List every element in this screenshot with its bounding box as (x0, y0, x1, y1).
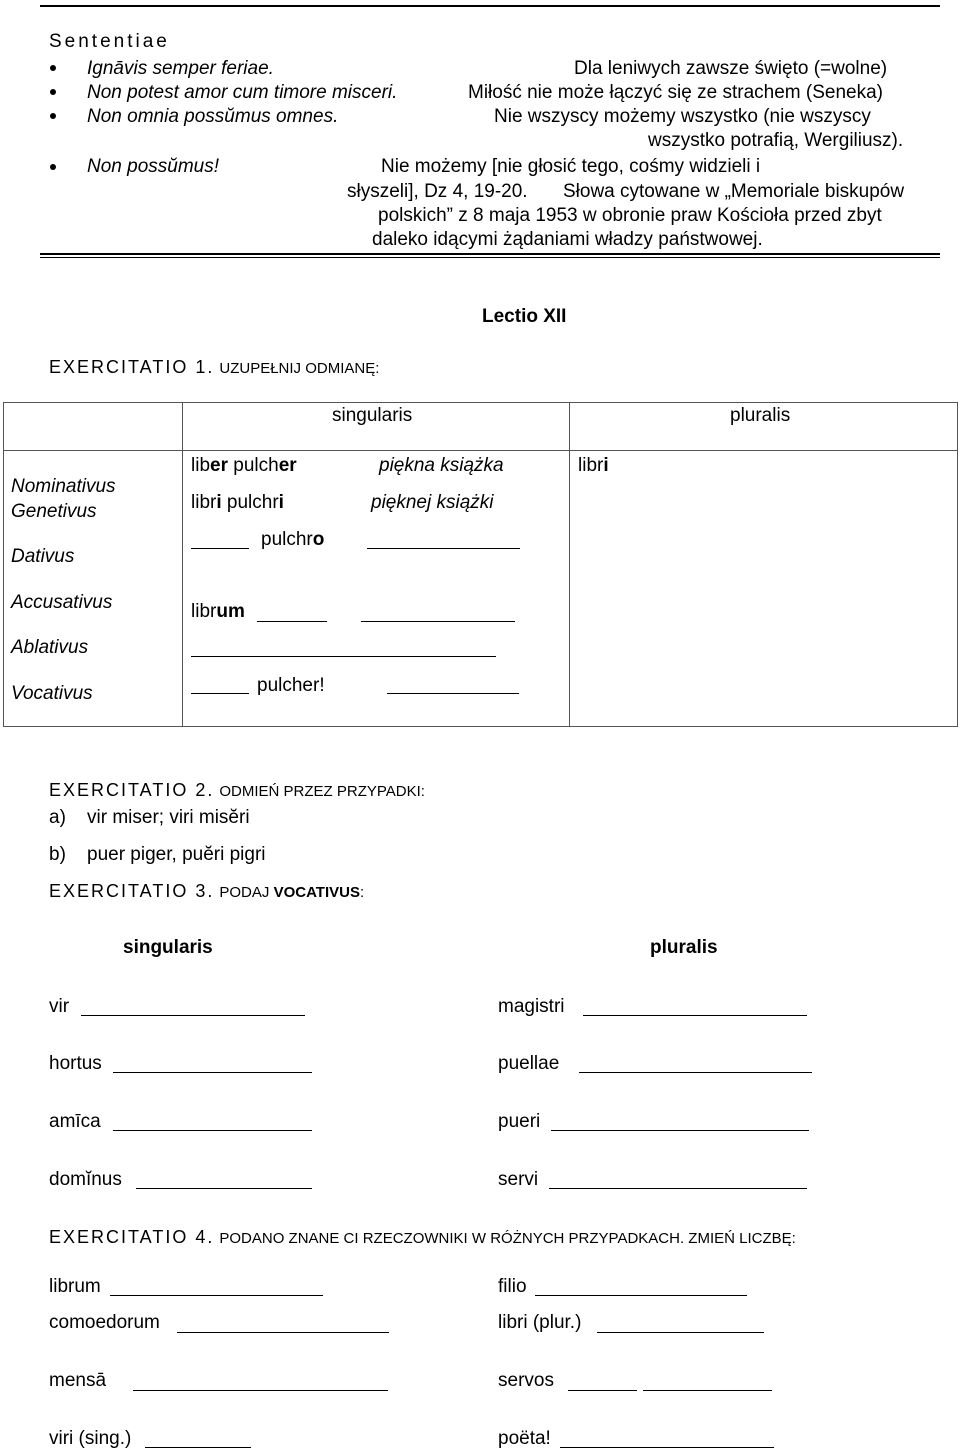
case-label: Vocativus (11, 683, 93, 704)
sententia-latin: Non omnia possŭmus omnes. (87, 106, 339, 127)
sententia-polish: Miłość nie może łączyć się ze strachem (Seneka) (468, 82, 883, 103)
sententia-polish-cont: wszystko potrafią, Wergiliusz). (648, 130, 904, 151)
table-border (3, 726, 957, 727)
exercise-3-heading (49, 882, 364, 900)
answer-blank[interactable] (597, 1332, 764, 1333)
sententia-polish: Dla leniwych zawsze święto (=wolne) (574, 58, 888, 79)
exercise-3-label: EXERCITATIO 3. (49, 881, 215, 901)
exercise-4-instruction: PODANO ZNANE CI RZECZOWNIKI W RÓŻNYCH PRZYPADKACH. ZMIEŃ LICZBĘ: (219, 1230, 796, 1247)
column-header-singularis: singularis (123, 937, 213, 958)
answer-blank[interactable] (136, 1188, 312, 1189)
noun-prompt: libri (plur.) (498, 1312, 582, 1333)
nominative-plural: libri (578, 455, 609, 476)
answer-blank[interactable] (361, 621, 515, 622)
vocative-prompt: hortus (49, 1053, 102, 1074)
vocative-prompt: vir (49, 996, 70, 1017)
vocative-prompt: amīca (49, 1111, 101, 1132)
case-label: Accusativus (11, 592, 113, 613)
case-label: Nominativus (11, 476, 116, 497)
sententia-polish-cont: polskich” z 8 maja 1953 w obronie praw Kościoła przed zbyt (378, 205, 882, 226)
exercise-4-label: EXERCITATIO 4. (49, 1227, 215, 1247)
noun-prompt: poëta! (498, 1428, 551, 1449)
top-rule (40, 5, 940, 7)
bullet (50, 89, 56, 95)
vocative-prompt: puellae (498, 1053, 560, 1074)
bullet (50, 164, 56, 170)
list-item: puer piger, puĕri pigri (87, 844, 266, 865)
table-border (569, 402, 570, 727)
nominative-singular-polish: piękna książka (379, 455, 504, 476)
noun-prompt: filio (498, 1276, 527, 1297)
accusative-singular-latin: librum (191, 601, 245, 622)
noun-prompt: viri (sing.) (49, 1428, 132, 1449)
nominative-singular-latin: liber pulcher (191, 455, 297, 476)
table-border (3, 402, 957, 403)
noun-prompt: comoedorum (49, 1312, 160, 1333)
sententia-polish-cont: Słowa cytowane w „Memoriale biskupów (563, 181, 905, 202)
list-item-letter: a) (49, 807, 66, 828)
exercise-2-label: EXERCITATIO 2. (49, 780, 215, 800)
exercise-2-instruction: ODMIEŃ PRZEZ PRZYPADKI: (219, 783, 425, 800)
vocative-prompt: domĭnus (49, 1169, 122, 1190)
bullet (50, 65, 56, 71)
answer-blank[interactable] (367, 548, 520, 549)
noun-prompt: mensā (49, 1370, 107, 1391)
vocative-singular-latin: pulcher! (257, 675, 325, 696)
exercise-1-heading (49, 358, 379, 376)
answer-blank[interactable] (551, 1130, 809, 1131)
answer-blank[interactable] (387, 693, 519, 694)
case-label: Genetivus (11, 501, 97, 522)
table-border (957, 402, 958, 727)
column-header-pluralis: pluralis (730, 405, 791, 426)
answer-blank[interactable] (110, 1295, 323, 1296)
case-label: Ablativus (11, 637, 89, 658)
answer-blank[interactable] (191, 656, 496, 657)
list-item-letter: b) (49, 844, 66, 865)
sententiae-bottom-rule (40, 253, 940, 255)
answer-blank[interactable] (191, 693, 249, 694)
answer-blank[interactable] (191, 548, 249, 549)
sententiae-heading: Sententiae (49, 31, 170, 52)
sententia-polish-cont: daleko idącymi żądaniami władzy państwowej. (372, 229, 763, 250)
sententiae-bottom-rule (40, 257, 940, 258)
list-item: vir miser; viri misĕri (87, 807, 250, 828)
answer-blank[interactable] (560, 1447, 774, 1448)
sententia-latin: Non potest amor cum timore misceri. (87, 82, 398, 103)
vocative-prompt: servi (498, 1169, 539, 1190)
table-border (3, 402, 4, 727)
sententia-polish: Nie możemy [nie głosić tego, cośmy widzieli i (381, 156, 761, 177)
exercise-1-instruction: UZUPEŁNIJ ODMIANĘ: (219, 360, 380, 377)
sententia-latin: Non possŭmus! (87, 156, 220, 177)
sententia-polish-cont: słyszeli], Dz 4, 19-20. (347, 181, 528, 202)
genitive-singular-latin: libri pulchri (191, 492, 284, 513)
answer-blank[interactable] (133, 1390, 388, 1391)
table-border (3, 450, 957, 451)
answer-blank[interactable] (113, 1130, 312, 1131)
exercise-3-instruction: PODAJ VOCATIVUS: (219, 884, 365, 901)
exercise-1-label: EXERCITATIO 1. (49, 357, 215, 377)
answer-blank[interactable] (81, 1015, 305, 1016)
answer-blank[interactable] (549, 1188, 807, 1189)
answer-blank[interactable] (257, 621, 327, 622)
answer-blank[interactable] (583, 1015, 807, 1016)
lesson-title: Lectio XII (482, 306, 567, 327)
noun-prompt: servos (498, 1370, 554, 1391)
column-header-singularis: singularis (332, 405, 413, 426)
answer-blank[interactable] (177, 1332, 389, 1333)
answer-blank[interactable] (568, 1390, 637, 1391)
exercise-2-heading (49, 781, 425, 799)
dative-singular-latin: pulchro (261, 529, 325, 550)
answer-blank[interactable] (643, 1390, 772, 1391)
column-header-pluralis: pluralis (650, 937, 718, 958)
genitive-singular-polish: pięknej książki (371, 492, 494, 513)
bullet (50, 113, 56, 119)
answer-blank[interactable] (579, 1072, 812, 1073)
answer-blank[interactable] (535, 1295, 747, 1296)
exercise-4-heading (49, 1228, 796, 1246)
answer-blank[interactable] (113, 1072, 312, 1073)
table-border (182, 402, 183, 727)
vocative-prompt: pueri (498, 1111, 541, 1132)
sententia-latin: Ignāvis semper feriae. (87, 58, 274, 79)
noun-prompt: librum (49, 1276, 101, 1297)
answer-blank[interactable] (145, 1447, 251, 1448)
vocative-prompt: magistri (498, 996, 565, 1017)
sententia-polish: Nie wszyscy możemy wszystko (nie wszyscy (494, 106, 871, 127)
case-label: Dativus (11, 546, 75, 567)
